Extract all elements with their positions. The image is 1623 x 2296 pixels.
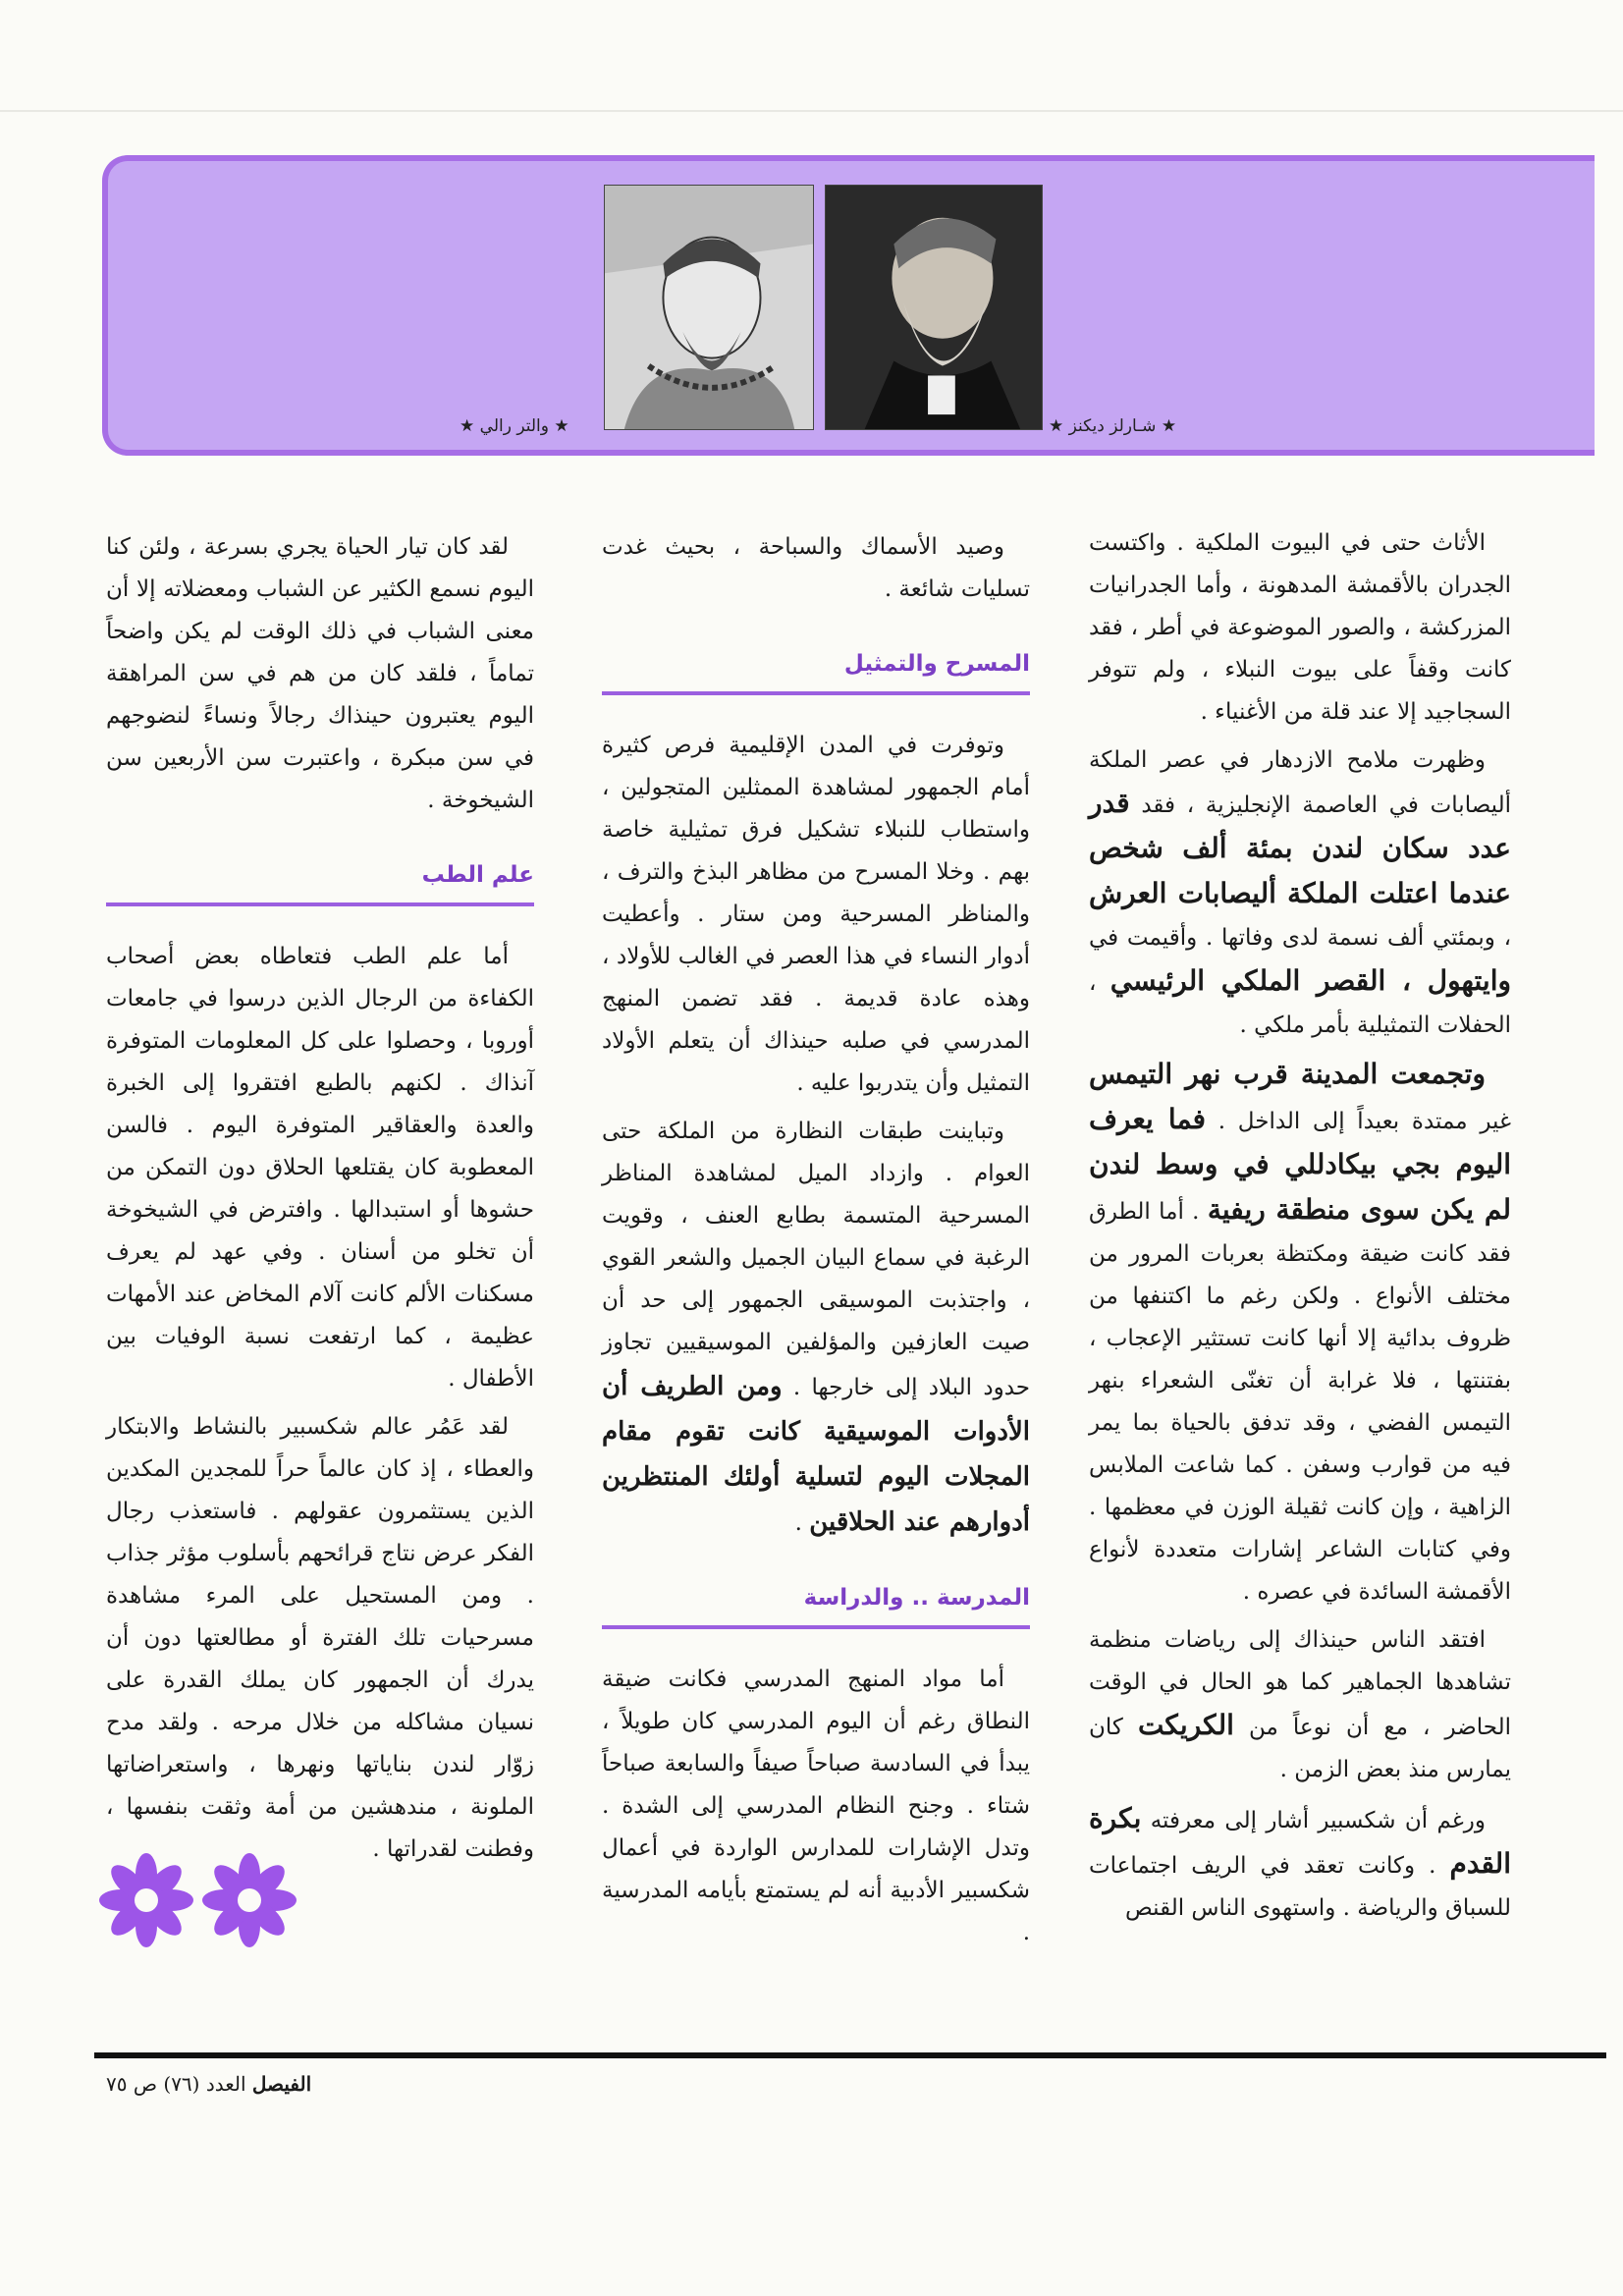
article-column-right (1089, 522, 1511, 1936)
paragraph: لقد عَمُر عالم شكسبير بالنشاط والابتكار والعطاء ، إذ كان عالماً حراً للمجدين المكدين الذين يستثمرون عقولهم . فاستعذب رجال الفكر عرض نتاج قرائحهم بأسلوب مؤثر جذاب . ومن المستحيل على المرء مشاهدة مسرحيات تلك الفترة أو مطالعتها دون أن يدرك أن الجمهور كان يملك القدرة على نسيان مشاكله من خلال مرحه . ولقد مدح زوّار لندن بناياتها ونهرها ، واستعراضاتها الملونة ، مندهشين من أمة وثقت بنفسها ، وفطنت لقدراتها . (106, 1414, 534, 1862)
paragraph: أما مواد المنهج المدرسي فكانت ضيقة النطاق رغم أن اليوم المدرسي كان طويلاً ، يبدأ في السادسة صباحاً صيفاً والسابعة صباحاً شتاء . وجنح النظام المدرسي إلى الشدة . وتدل الإشارات للمدارس الواردة في أعمال شكسبير الأدبية أنه لم يستمتع بأيامه المدرسية . (602, 1667, 1030, 1945)
footer-rule (94, 2052, 1606, 2058)
section-heading-theatre: المسرح والتمثيل (602, 644, 1030, 695)
section-heading-school: المدرسة .. والدراسة (602, 1578, 1030, 1629)
paragraph: أما علم الطب فتعاطاه بعض أصحاب الكفاءة من الرجال الذين درسوا في جامعات أوروبا ، وحصلوا على كل المعلومات المتوفرة آنذاك . لكنهم بالطبع افتقروا إلى الخبرة والعدة والعقاقير المتوفرة اليوم . فالسن المعطوبة كان يقتلعها الحلاق دون التمكن من حشوها أو استبدالها . وافترض في الشيخوخة أن تخلو من أسنان . وفي عهد لم يعرف مسكنات الألم كانت آلام المخاض عند الأمهات عظيمة ، كما ارتفعت نسبة الوفيات بين الأطفال . (106, 944, 534, 1392)
paragraph: افتقد الناس حينذاك إلى رياضات منظمة تشاهدها الجماهير كما هو الحال في الوقت الحاضر ، مع أن نوعاً من الكريكت كان يمارس منذ بعض الزمن . (1089, 1627, 1511, 1782)
paragraph: وتجمعت المدينة قرب نهر التيمس غير ممتدة بعيداً إلى الداخل . فما يعرف اليوم بجي بيكادللي في وسط لندن لم يكن سوى منطقة ريفية . أما الطرق فقد كانت ضيقة ومكتظة بعربات المرور من مختلف الأنواع . ولكن رغم ما اكتنفها من ظروف بدائية إلا أنها كانت تستثير الإعجاب ، بفتنتها ، فلا غرابة أن تغنّى الشعراء بنهر التيمس الفضي ، وقد تدفق بالحياة بما يمر فيه من قوارب وسفن . كما شاعت الملابس الزاهية ، وإن كانت ثقيلة الوزن في معظمها . وفي كتابات الشاعر إشارات متعددة لأنواع الأقمشة السائدة في عصره . (1089, 1058, 1512, 1605)
paragraph: لقد كان تيار الحياة يجري بسرعة ، ولئن كنا اليوم نسمع الكثير عن الشباب ومعضلاته إلا أن معنى الشباب في ذلك الوقت لم يكن واضحاً تماماً ، فلقد كان من هم في سن المراهقة اليوم يعتبرون حينذاك رجالاً ونساءً لنضوجهم في سن مبكرة ، واعتبرت سن الأربعين سن الشيخوخة . (106, 534, 534, 813)
paragraph: ورغم أن شكسبير أشار إلى معرفته بكرة القدم . وكانت تعقد في الريف اجتماعات للسباق والرياضة . واستهوى الناس القنص (1089, 1802, 1511, 1921)
page-fold-line (0, 110, 1623, 112)
page-footer (106, 2072, 311, 2096)
magazine-name: الفيصل (251, 2072, 312, 2096)
paragraph: وتباينت طبقات النظارة من الملكة حتى العوام . وازداد الميل لمشاهدة المناظر المسرحية المتسمة بطابع العنف ، وقويت الرغبة في سماع البيان الجميل والشعر القوي ، واجتذبت الموسيقى الجمهور إلى حد أن صيت العازفين والمؤلفين الموسيقيين تجاوز حدود البلاد إلى خارجها . ومن الطريف أن الأدوات الموسيقية كانت تقوم مقام المجلات اليوم لتسلية أولئك المنتظرين أدوارهم عند الحلاقين . (602, 1119, 1030, 1537)
article-column-middle (602, 526, 1030, 1960)
paragraph: وتوفرت في المدن الإقليمية فرص كثيرة أمام الجمهور لمشاهدة الممثلين المتجولين ، واستطاب للنبلاء تشكيل فرق تمثيلية خاصة بهم . وخلا المسرح من مظاهر البذخ والترف ، والمناظر المسرحية ومن ستار . وأعطيت أدوار النساء في هذا العصر في الغالب للأولاد ، وهذه عادة قديمة . فقد تضمن المنهج المدرسي في صلبه حينذاك أن يتعلم الأولاد التمثيل وأن يتدربوا عليه . (602, 733, 1030, 1096)
decorative-flower-icons (92, 1846, 308, 1954)
article-column-left (106, 526, 534, 1877)
portrait-banner (102, 155, 1595, 456)
section-heading-medicine: علم الطب (106, 855, 534, 906)
paragraph: وظهرت ملامح الازدهار في عصر الملكة أليصابات في العاصمة الإنجليزية ، فقد قدر عدد سكان لندن بمئة ألف شخص عندما اعتلت الملكة أليصابات العرش ، وبمئتي ألف نسمة لدى وفاتها . وأقيمت في وايتهول ، القصر الملكي الرئيسي ، الحفلات التمثيلية بأمر ملكي . (1089, 747, 1511, 1038)
dickens-portrait (825, 185, 1043, 430)
issue-page-number: العدد (٧٦) ص ٧٥ (106, 2072, 252, 2096)
raleigh-caption: ★ والتر رالي ★ (460, 416, 569, 436)
dickens-caption: ★ شـارلز ديكنز ★ (1049, 416, 1177, 436)
raleigh-portrait (604, 185, 814, 430)
paragraph: الأثاث حتى في البيوت الملكية . واكتست الجدران بالأقمشة المدهونة ، وأما الجدرانيات المزركشة ، والصور الموضوعة في أطر ، فقد كانت وقفاً على بيوت النبلاء ، ولم تتوفر السجاجيد إلا عند قلة من الأغنياء . (1089, 530, 1511, 725)
paragraph: وصيد الأسماك والسباحة ، بحيث غدت تسليات شائعة . (602, 534, 1030, 602)
